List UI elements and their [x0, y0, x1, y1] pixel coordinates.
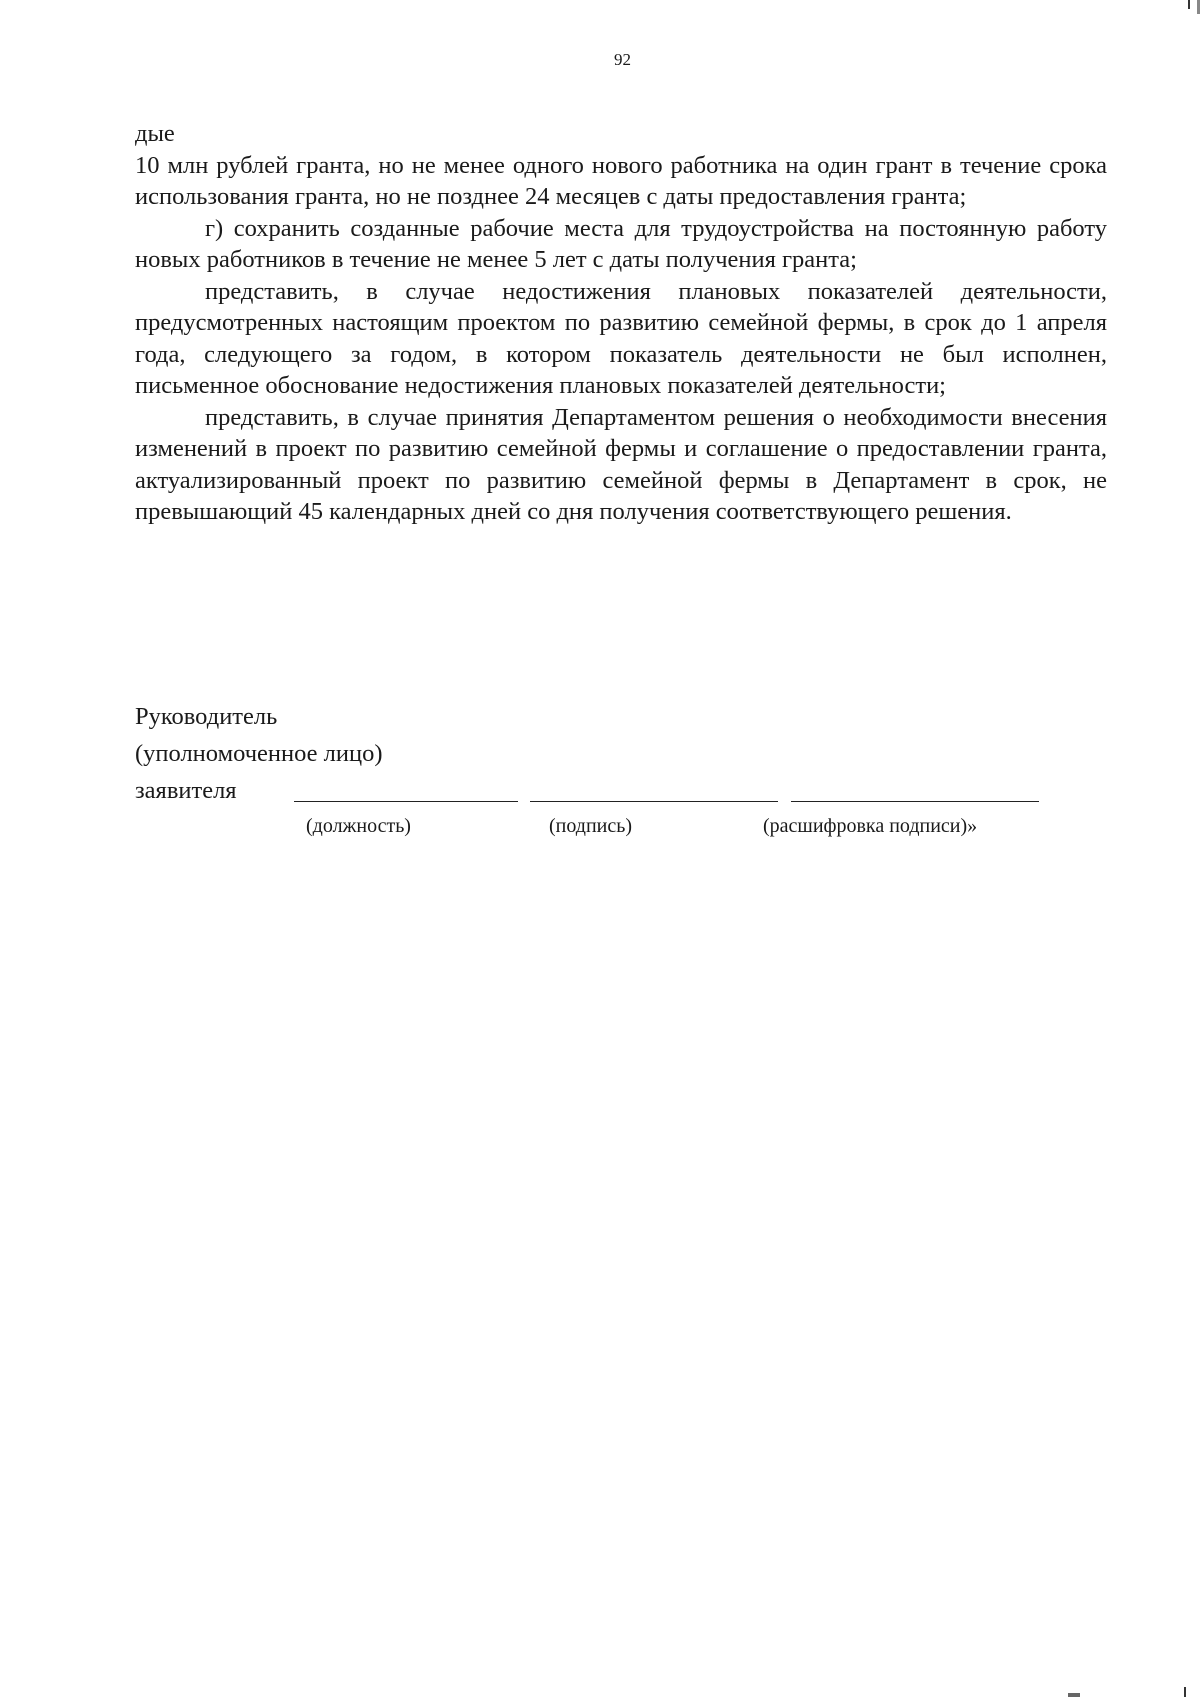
scan-artifact	[1068, 1693, 1080, 1697]
signer-applicant: заявителя	[135, 777, 237, 804]
scan-artifact	[1188, 0, 1190, 9]
caption-position: (должность)	[306, 815, 411, 837]
paragraph-grant-employees: 10 млн рублей гранта, но не менее одного нового работника на один грант в течение срока использования гранта, но не позднее 24 месяцев с даты предоставления гранта;	[135, 151, 1107, 210]
scan-artifact	[1184, 1687, 1186, 1697]
name-line	[791, 801, 1039, 802]
caption-name: (расшифровка подписи)»	[763, 815, 978, 837]
paragraph-fragment: дые	[135, 120, 175, 147]
document-body	[135, 118, 1107, 528]
caption-signature: (подпись)	[549, 815, 633, 837]
signature-block	[135, 698, 1095, 809]
position-line	[294, 801, 518, 802]
paragraph-justification: представить, в случае недостижения плановых показателей деятельности, предусмотренных настоящим проектом по развитию семейной фермы, в срок до 1 апреля года, следующего за годом, в котором показатель деятельности не был исполнен, письменное обоснование недостижения плановых показателей деятельности;	[135, 277, 1107, 399]
page-number: 92	[614, 50, 631, 69]
signer-authorized-person: (уполномоченное лицо)	[135, 740, 383, 767]
signature-line	[530, 801, 778, 802]
paragraph-preserve-jobs: г) сохранить созданные рабочие места для трудоустройства на постоянную работу новых работников в течение не менее 5 лет с даты получения гранта;	[135, 214, 1107, 273]
paragraph-updated-project: представить, в случае принятия Департаментом решения о необходимости внесения изменений в проект по развитию семейной фермы и соглашение о предоставлении гранта, актуализированный проект по развитию семейной фермы в Департамент в срок, не превышающий 45 календарных дней со дня получения соответствующего решения.	[135, 403, 1107, 525]
signer-title: Руководитель	[135, 703, 278, 730]
